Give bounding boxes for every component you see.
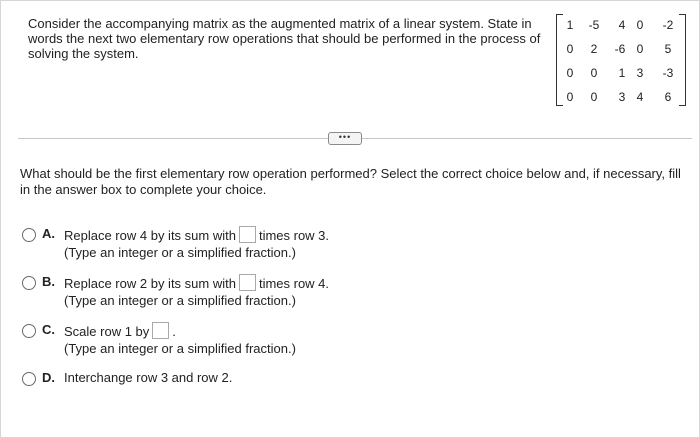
problem-prompt: Consider the accompanying matrix as the augmented matrix of a linear system. State in words the next two elementary row operations that should be performed in the process of solving the system.: [28, 16, 541, 61]
choice-text-suffix: .: [172, 324, 176, 339]
matrix-cell: -5: [588, 18, 600, 32]
choice-text-suffix: times row 3.: [258, 228, 330, 243]
choice-letter: B.: [42, 274, 55, 289]
answer-input-b[interactable]: [239, 274, 256, 291]
matrix-row-4: [556, 90, 686, 106]
matrix-row-1: [556, 18, 686, 34]
matrix-cell: -3: [662, 66, 674, 80]
matrix-cell: 1: [618, 66, 626, 80]
question-text: What should be the first elementary row operation performed? Select the correct choice below and, if necessary, fill in the answer box to complete your choice.: [20, 166, 681, 197]
matrix-cell: 0: [566, 90, 574, 104]
matrix-cell: 4: [618, 18, 626, 32]
choice-text-suffix: times row 4.: [258, 276, 330, 291]
matrix-cell: 0: [636, 42, 644, 56]
matrix-cell: -2: [662, 18, 674, 32]
choice-text: Scale row 1 by: [64, 324, 150, 339]
choice-text: Replace row 2 by its sum with: [64, 276, 236, 291]
matrix-cell: 1: [566, 18, 574, 32]
matrix-row-3: [556, 66, 686, 82]
choice-letter: D.: [42, 370, 55, 385]
choice-letter: C.: [42, 322, 55, 337]
radio-button-b[interactable]: [22, 276, 36, 290]
augmented-matrix: [556, 14, 686, 106]
choice-text: Replace row 4 by its sum with: [64, 228, 236, 243]
radio-button-d[interactable]: [22, 372, 36, 386]
radio-button-c[interactable]: [22, 324, 36, 338]
matrix-cell: 0: [566, 66, 574, 80]
choice-note: (Type an integer or a simplified fraction.): [64, 341, 296, 356]
matrix-cell: 0: [590, 66, 598, 80]
choice-note: (Type an integer or a simplified fraction.): [64, 293, 296, 308]
matrix-row-2: [556, 42, 686, 58]
matrix-cell: 0: [590, 90, 598, 104]
matrix-cell: 4: [636, 90, 644, 104]
matrix-cell: 3: [636, 66, 644, 80]
matrix-cell: 6: [664, 90, 672, 104]
answer-input-c[interactable]: [152, 322, 169, 339]
choice-letter: A.: [42, 226, 55, 241]
radio-button-a[interactable]: [22, 228, 36, 242]
expand-more-button[interactable]: •••: [328, 132, 362, 145]
matrix-cell: 0: [566, 42, 574, 56]
matrix-cell: 5: [664, 42, 672, 56]
choice-note: (Type an integer or a simplified fraction.): [64, 245, 296, 260]
matrix-cell: 2: [590, 42, 598, 56]
choice-text: Interchange row 3 and row 2.: [64, 370, 233, 385]
matrix-cell: 0: [636, 18, 644, 32]
matrix-cell: 3: [618, 90, 626, 104]
answer-input-a[interactable]: [239, 226, 256, 243]
matrix-cell: -6: [614, 42, 626, 56]
